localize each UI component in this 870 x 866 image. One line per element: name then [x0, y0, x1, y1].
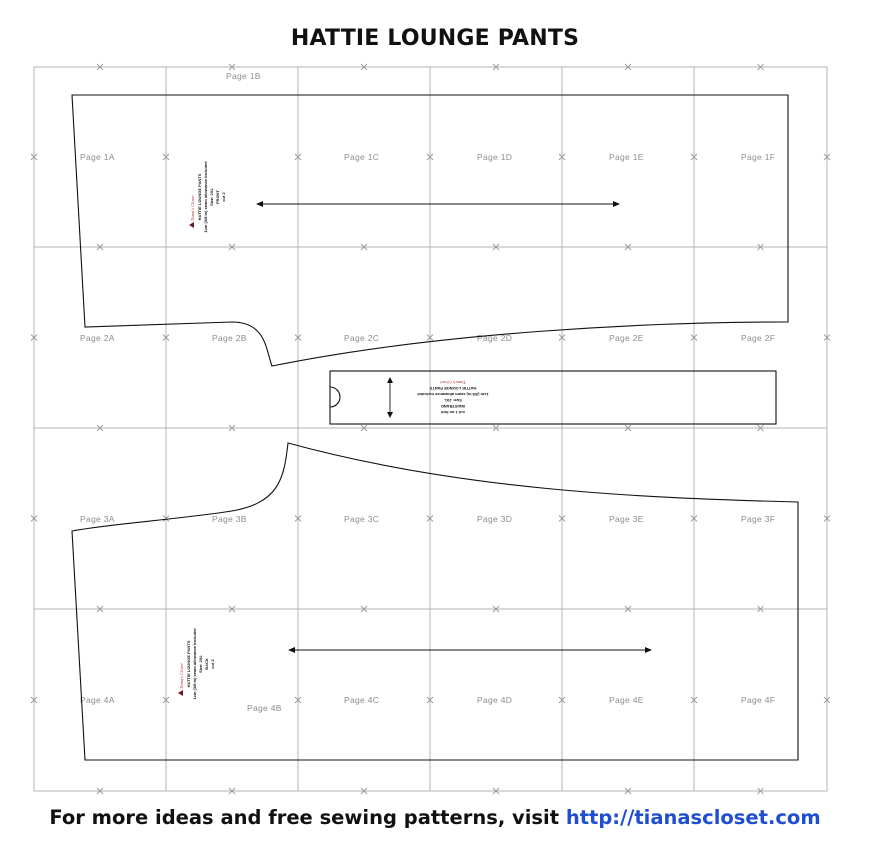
- piece-size: Size: 2XL: [198, 655, 203, 673]
- waistband-pattern-piece: [330, 371, 776, 424]
- page-grid: [34, 67, 827, 791]
- front-piece-label: [189, 161, 226, 233]
- page-label: Page 1C: [344, 152, 380, 162]
- seam-allowance: 1cm (3/8 in) seam allowance included: [192, 628, 197, 700]
- page-labels: [80, 71, 775, 713]
- page-label: Page 1A: [80, 152, 115, 162]
- seam-allowance: 1cm (3/8 in) seam allowance included: [417, 392, 489, 397]
- piece-name: HATTIE LOUNGE PANTS: [186, 640, 191, 688]
- page-title: HATTIE LOUNGE PANTS: [290, 26, 580, 51]
- page-label: Page 2C: [344, 333, 380, 343]
- waistband-notch: [330, 387, 340, 407]
- page-label: Page 1F: [741, 152, 776, 162]
- page-label: Page 4D: [477, 695, 513, 705]
- cut-instruction: cut 2: [221, 192, 226, 202]
- back-piece-outline: [72, 443, 798, 760]
- waistband-piece-label: [417, 380, 489, 415]
- page-label: Page 3A: [80, 514, 115, 524]
- brand-logo-icon: [189, 222, 194, 228]
- piece-title: WAISTBAND: [440, 404, 466, 409]
- piece-title: BACK: [204, 658, 209, 670]
- page-label: Page 2F: [741, 333, 776, 343]
- footer-text: For more ideas and free sewing patterns, visit: [49, 806, 560, 829]
- page-label: Page 2D: [477, 333, 513, 343]
- page-label: Page 3B: [212, 514, 247, 524]
- page-label: Page 4F: [741, 695, 776, 705]
- page-label: Page 2B: [212, 333, 247, 343]
- page-label: Page 4A: [80, 695, 115, 705]
- brand-logo-icon: [178, 690, 183, 696]
- back-piece-label: [178, 628, 215, 700]
- page-label: Page 1B: [226, 71, 261, 81]
- brand-text: Tiana's Closet: [179, 663, 184, 689]
- piece-title: FRONT: [215, 190, 220, 204]
- back-pattern-piece: [72, 443, 798, 760]
- page-label: Page 3D: [477, 514, 513, 524]
- page-label: Page 2A: [80, 333, 115, 343]
- page-label: Page 1D: [477, 152, 513, 162]
- piece-size: Size: 2XL: [209, 188, 214, 206]
- page-label: Page 4E: [609, 695, 644, 705]
- back-grainline-arrow: [288, 647, 652, 653]
- page-label: Page 3E: [609, 514, 644, 524]
- front-grainline-arrow: [256, 201, 620, 207]
- footer-line: [0, 806, 870, 829]
- waistband-outline: [330, 371, 776, 424]
- page-label: Page 2E: [609, 333, 644, 343]
- cut-instruction: cut 2: [210, 659, 215, 669]
- seam-allowance: 1cm (3/8 in) seam allowance included: [203, 161, 208, 233]
- piece-size: Size: 2XL: [444, 398, 462, 403]
- page-label: Page 4B: [247, 703, 282, 713]
- website-link[interactable]: http://tianascloset.com: [565, 806, 821, 829]
- brand-text: Tiana's Closet: [440, 380, 466, 385]
- cut-instruction: cut 1 on fold: [441, 410, 465, 415]
- brand-text: Tiana's Closet: [190, 195, 195, 221]
- waistband-grainline-arrow: [387, 377, 393, 418]
- page-label: Page 3F: [741, 514, 776, 524]
- piece-name: HATTIE LOUNGE PANTS: [197, 173, 202, 221]
- piece-name: HATTIE LOUNGE PANTS: [429, 386, 477, 391]
- page-label: Page 4C: [344, 695, 380, 705]
- page-label: Page 1E: [609, 152, 644, 162]
- page-label: Page 3C: [344, 514, 380, 524]
